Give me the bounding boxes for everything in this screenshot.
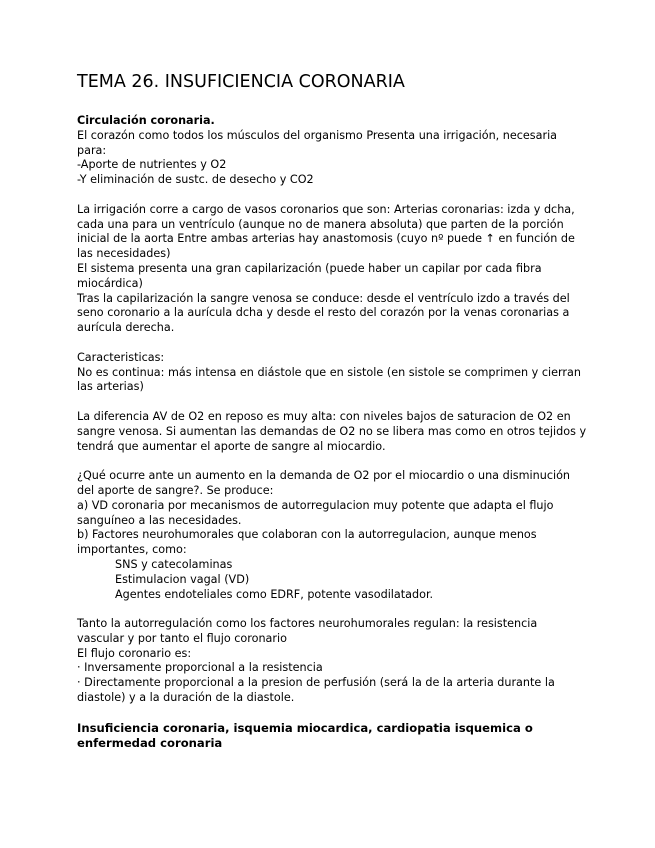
spacer <box>77 454 587 469</box>
spacer <box>77 188 587 203</box>
section-heading-circulacion: Circulación coronaria. <box>77 114 215 127</box>
indented-item: Estimulacion vagal (VD) <box>115 572 250 586</box>
list-item-b: b) Factores neurohumorales que colaboran con la autorregulacion, aunque menos importantes, como: <box>77 528 537 557</box>
section-heading-insuficiencia: Insuficiencia coronaria, isquemia miocardica, cardiopatia isquemica o enfermedad coronaria <box>77 720 533 750</box>
list-item: · Directamente proporcional a la presion de perfusión (será la de la arteria durante la diastole) y a la duración de la diastole. <box>77 676 555 705</box>
caracteristicas-text: No es continua: más intensa en diástole que en sistole (en sistole se comprimen y cierran las arterias) <box>77 365 581 394</box>
spacer <box>77 336 587 351</box>
spacer <box>77 602 587 617</box>
document-page <box>77 70 587 751</box>
list-item: -Y eliminación de sustc. de desecho y CO2 <box>77 173 314 187</box>
paragraph-venosa: Tras la capilarización la sangre venosa se conduce: desde el ventrículo izdo a través del seno coronario a la aurícula dcha y desde el resto del corazón por la venas coronarias a aurícula derecha. <box>77 291 570 335</box>
caracteristicas-label: Caracteristicas: <box>77 350 165 364</box>
paragraph-line: El corazón como todos los músculos del organismo Presenta una irrigación, necesaria para: <box>77 128 558 157</box>
page-title: TEMA 26. INSUFICIENCIA CORONARIA <box>77 72 405 92</box>
paragraph-demanda-question: ¿Qué ocurre ante un aumento en la demanda de O2 por el miocardio o una disminución del aporte de sangre?. Se produce: <box>77 469 571 497</box>
list-item: · Inversamente proporcional a la resistencia <box>77 661 323 675</box>
paragraph-autorregulacion: Tanto la autorregulación como los factores neurohumorales regulan: la resistencia vascular y por tanto el flujo coronario <box>77 617 538 645</box>
spacer <box>77 706 587 721</box>
list-item-a: a) VD coronaria por mecanismos de autorregulacion muy potente que adapta el flujo sanguíneo a las necesidades. <box>77 498 554 527</box>
indented-item: Agentes endoteliales como EDRF, potente vasodilatador. <box>115 587 434 601</box>
flujo-label: El flujo coronario es: <box>77 646 192 660</box>
indented-item: SNS y catecolaminas <box>115 557 233 571</box>
list-item: -Aporte de nutrientes y O2 <box>77 158 227 172</box>
paragraph-irrigacion: La irrigación corre a cargo de vasos coronarios que son: Arterias coronarias: izda y dcha, cada una para un ventrículo (aunque no de manera absoluta) que parten de la porción inicial de la aorta Entre ambas arterias hay anastomosis (cuyo nº puede ↑ en función de las necesidades) <box>77 202 575 261</box>
paragraph-capilarizacion: El sistema presenta una gran capilarización (puede haber un capilar por cada fibra miocárdica) <box>77 261 542 290</box>
paragraph-diferencia-av: La diferencia AV de O2 en reposo es muy alta: con niveles bajos de saturacion de O2 en sangre venosa. Si aumentan las demandas de O2 no se libera mas como en otros tejidos y tendrá que aumentar el aporte de sangre al miocardio. <box>77 409 587 453</box>
spacer <box>77 395 587 410</box>
